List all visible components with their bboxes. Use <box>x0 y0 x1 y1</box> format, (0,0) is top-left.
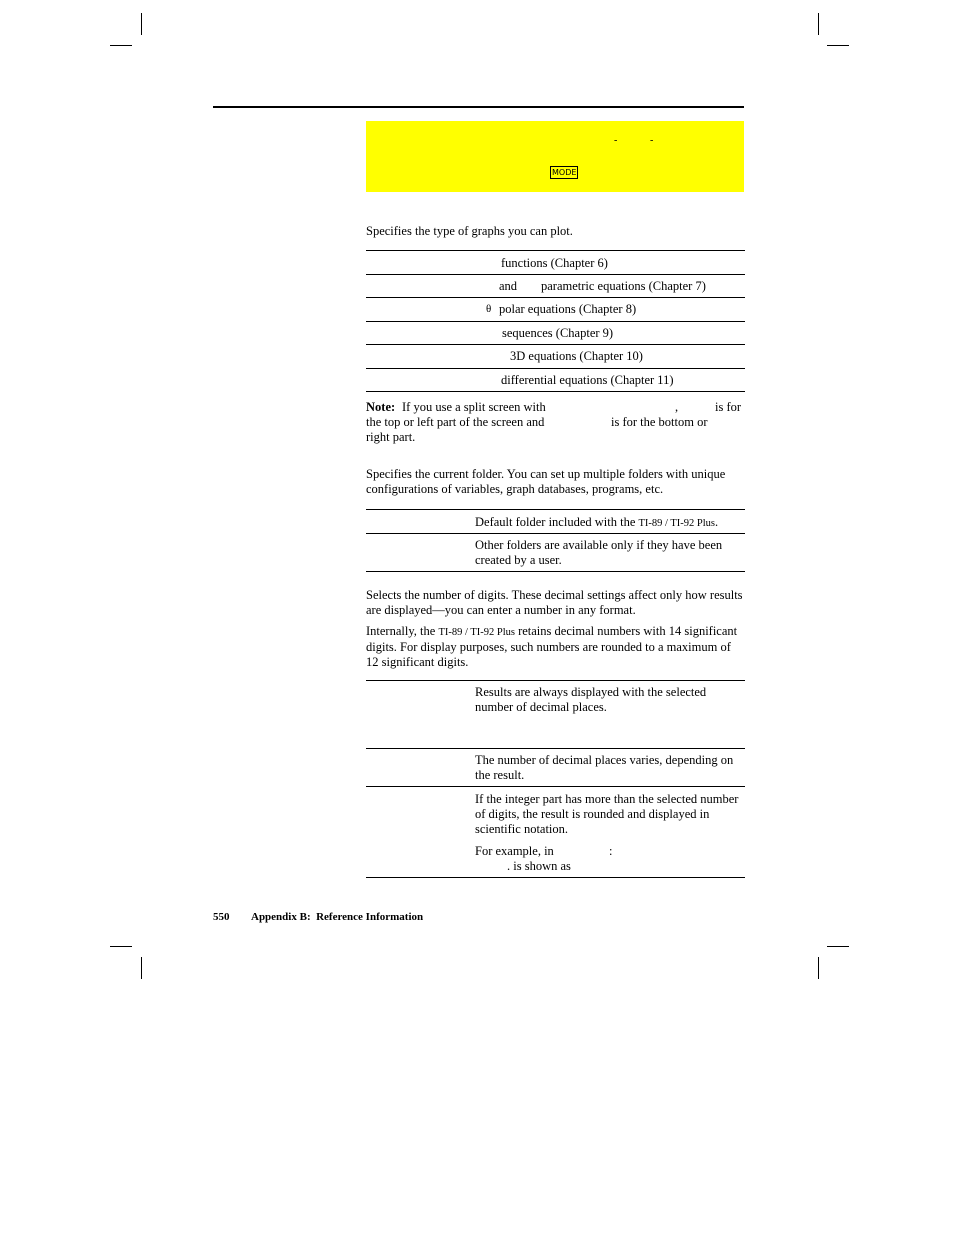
digits-internal <box>366 624 746 670</box>
note-line-2: the top or left part of the screen and <box>366 415 545 429</box>
folder-row-other: Other folders are available only if they have been created by a user. <box>475 538 723 567</box>
crop-mark <box>110 45 132 46</box>
example-colon: : <box>609 844 613 858</box>
digits-row-float: The number of decimal places varies, depending on the result. <box>475 753 734 782</box>
digits-internal-a: Internally, the <box>366 624 436 638</box>
graph-row-function: functions (Chapter 6) <box>501 256 608 270</box>
table-rule <box>366 297 745 298</box>
crop-mark <box>827 946 849 947</box>
table-rule <box>366 786 745 787</box>
table-rule <box>366 250 745 251</box>
graph-row-diffeq: differential equations (Chapter 11) <box>501 373 674 387</box>
example-text: For example, in <box>475 844 554 858</box>
highlight-box <box>366 121 744 192</box>
graph-row-sequence: sequences (Chapter 9) <box>502 326 614 340</box>
model-name: TI-89 / TI-92 Plus <box>638 518 716 529</box>
graph-row-parametric-and: and <box>499 279 518 293</box>
table-rule <box>366 533 745 534</box>
table-rule <box>366 571 745 572</box>
digits-row-float-n: If the integer part has more than the selected number of digits, the result is rounded and displayed in scientific notation. <box>475 792 739 836</box>
note-label: Note: <box>366 400 396 414</box>
theta-symbol: θ <box>486 303 492 315</box>
digits-internal-b: retains decimal numbers with 14 significant digits. For display purposes, such numbers are rounded to a maximum of 12 significant digits. <box>366 624 738 669</box>
table-rule <box>366 877 745 878</box>
graph-row-3d: 3D equations (Chapter 10) <box>510 349 643 363</box>
graph-row-polar: polar equations (Chapter 8) <box>499 302 637 316</box>
dash-mark: - <box>650 135 654 146</box>
digits-row-fix: Results are always displayed with the selected number of decimal places. <box>475 685 707 714</box>
footer-title: Appendix B: Reference Information <box>251 911 424 923</box>
crop-mark <box>827 45 849 46</box>
table-rule <box>366 391 745 392</box>
crop-mark <box>141 957 142 979</box>
mode-key-icon: MODE <box>552 168 577 177</box>
crop-mark <box>818 13 819 35</box>
note-comma: , <box>675 400 679 414</box>
table-rule <box>366 321 745 322</box>
table-rule <box>366 509 745 510</box>
note-line-3: right part. <box>366 430 416 444</box>
folder-row-main <box>475 515 718 531</box>
note-line-1: If you use a split screen with <box>402 400 546 414</box>
period: . <box>715 515 719 529</box>
crop-mark <box>110 946 132 947</box>
crop-mark <box>818 957 819 979</box>
graph-description: Specifies the type of graphs you can plot. <box>366 224 573 238</box>
crop-mark <box>141 13 142 35</box>
note-line-1-end: is for <box>715 400 742 414</box>
note-line-2-end: is for the bottom or <box>611 415 708 429</box>
model-name: TI-89 / TI-92 Plus <box>438 627 515 638</box>
folder-row-main-text: Default folder included with the <box>475 515 636 529</box>
page-number: 550 <box>213 911 230 923</box>
table-rule <box>366 748 745 749</box>
folder-description: Specifies the current folder. You can set up multiple folders with unique configurations of variables, graph databases, programs, etc. <box>366 467 726 496</box>
table-rule <box>366 344 745 345</box>
table-rule <box>366 274 745 275</box>
header-rule <box>213 106 744 108</box>
example-result: . is shown as <box>507 859 571 873</box>
graph-row-parametric: parametric equations (Chapter 7) <box>541 279 706 293</box>
dash-mark: - <box>614 135 618 146</box>
table-rule <box>366 368 745 369</box>
digits-description: Selects the number of digits. These decimal settings affect only how results are displayed—you can enter a number in any format. <box>366 588 743 617</box>
table-rule <box>366 680 745 681</box>
